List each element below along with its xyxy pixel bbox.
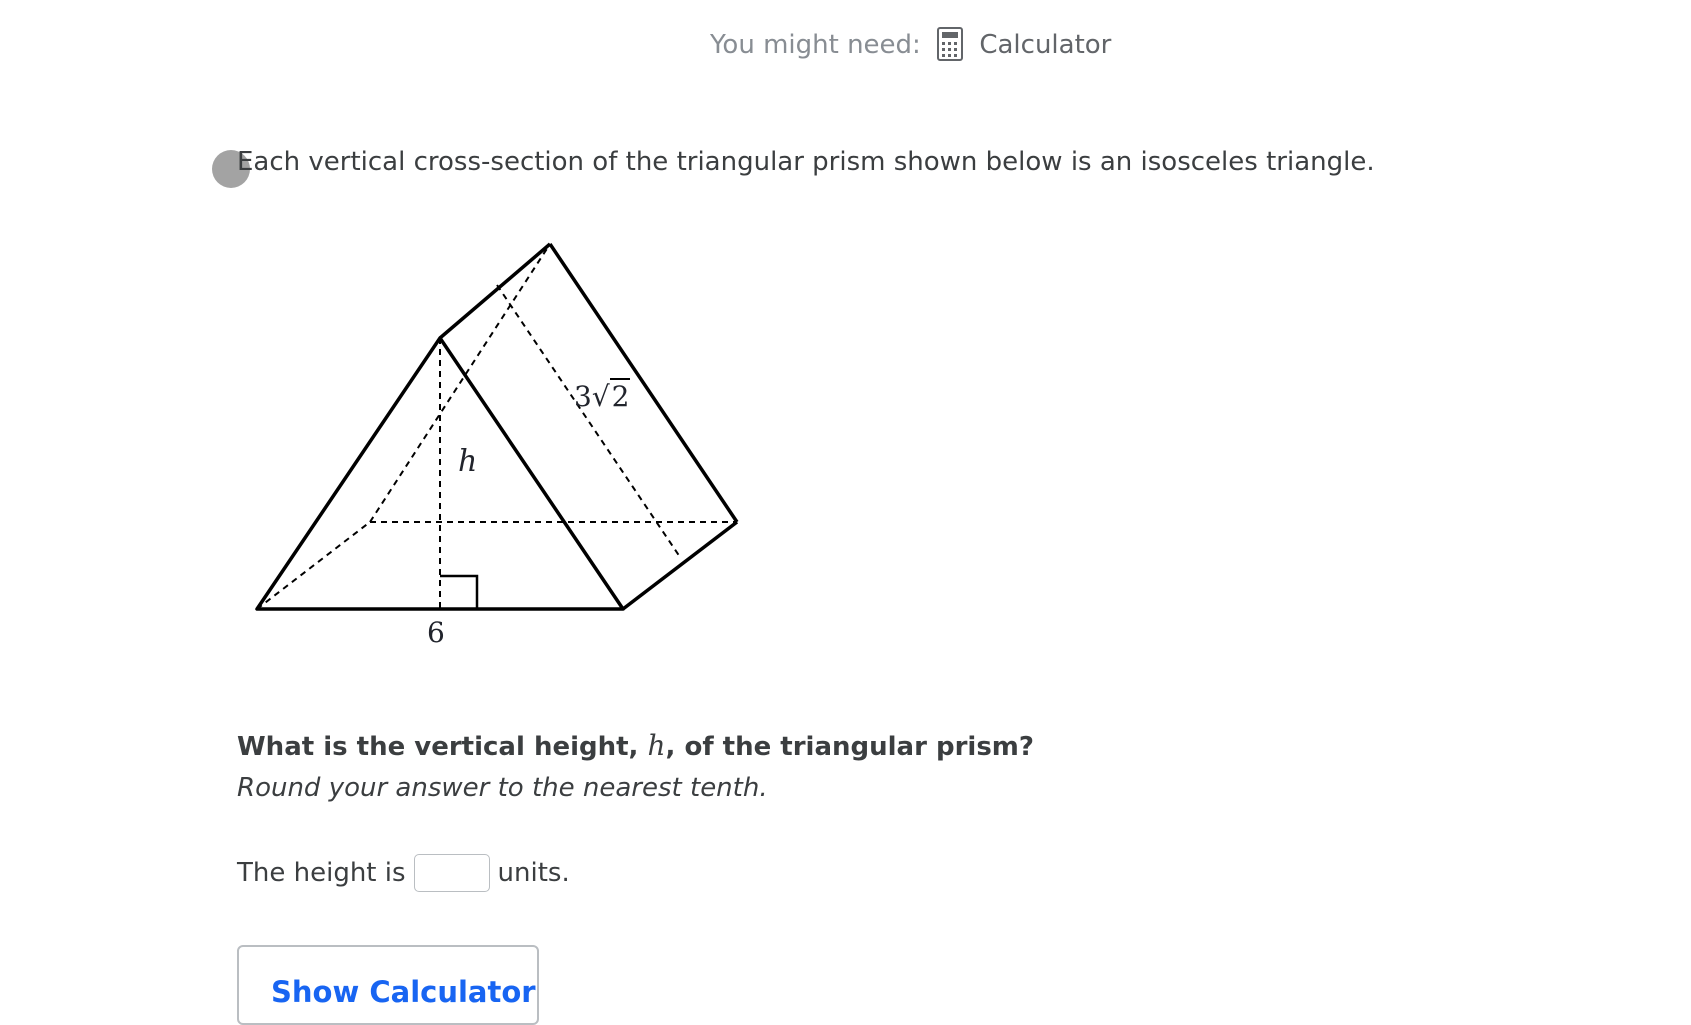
answer-suffix: units. <box>497 858 570 888</box>
answer-prefix: The height is <box>237 858 406 888</box>
right-angle-marker <box>440 576 477 609</box>
rounding-hint: Round your answer to the nearest tenth. <box>237 773 768 803</box>
hidden-back-slant-edge <box>370 244 550 522</box>
prism-figure <box>230 220 760 664</box>
slant-label <box>574 380 630 413</box>
tools-hint <box>710 26 1111 72</box>
question-variable: h <box>647 729 666 762</box>
top-ridge-edge <box>440 244 550 338</box>
show-calculator-button[interactable]: Show Calculator <box>237 945 539 1025</box>
slant-label-coefficient: 3 <box>574 380 592 413</box>
hidden-back-left-base-edge <box>257 522 370 609</box>
tools-hint-label: You might need: <box>710 30 921 60</box>
slant-label-radicand: 2 <box>611 380 630 413</box>
height-answer-input[interactable] <box>414 854 490 892</box>
question-before: What is the vertical height, <box>237 732 648 762</box>
right-base-edge <box>623 522 737 609</box>
height-label: h <box>458 444 478 479</box>
question-text <box>237 726 1034 767</box>
problem-intro: Each vertical cross-section of the triangular prism shown below is an isosceles triangle. <box>237 147 1375 177</box>
calculator-icon <box>937 27 963 72</box>
question-after: , of the triangular prism? <box>665 732 1034 762</box>
prism-diagram <box>230 220 760 660</box>
sqrt-radical-icon: √ <box>591 380 610 413</box>
tools-hint-calculator: Calculator <box>979 30 1112 60</box>
slant-height-line <box>497 285 680 557</box>
answer-row <box>237 852 570 894</box>
base-label: 6 <box>427 616 445 649</box>
